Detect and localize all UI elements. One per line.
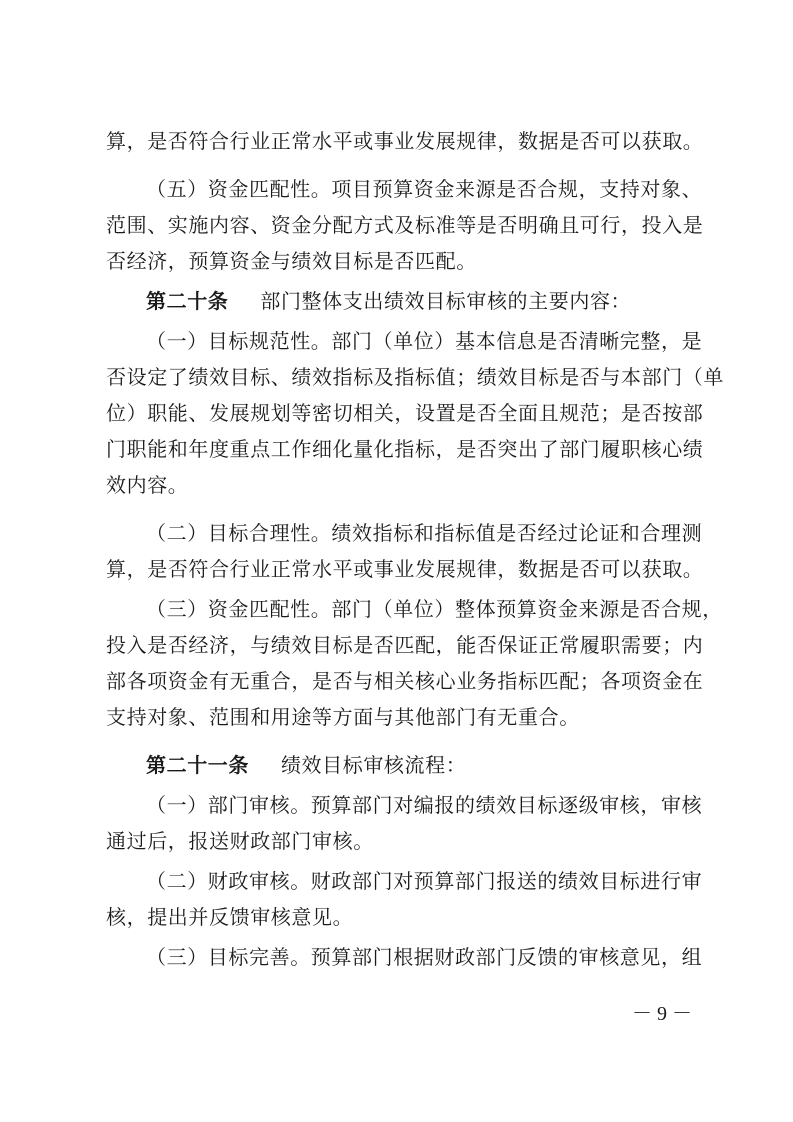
paragraph-line: 支持对象、范围和用途等方面与其他部门有无重合。 (106, 705, 580, 729)
paragraph-line: 范围、实施内容、资金分配方式及标准等是否明确且可行，投入是 (106, 213, 704, 237)
paragraph-line: 投入是否经济，与绩效目标是否匹配，能否保证正常履职需要；内 (106, 633, 704, 657)
article-21 (146, 750, 466, 780)
paragraph-line: 通过后，报送财政部门审核。 (106, 829, 374, 853)
paragraph-line: 算，是否符合行业正常水平或事业发展规律，数据是否可以获取。 (106, 129, 704, 153)
paragraph-line: （一）部门审核。预算部门对编报的绩效目标逐级审核，审核 (146, 793, 703, 817)
page-number: － 9 － (632, 1003, 692, 1025)
article-21-heading: 第二十一条 (146, 753, 249, 777)
article-20-heading: 第二十条 (146, 289, 229, 313)
paragraph-line: 算，是否符合行业正常水平或事业发展规律，数据是否可以获取。 (106, 557, 704, 581)
article-20 (146, 286, 631, 316)
paragraph-line: 门职能和年度重点工作细化量化指标，是否突出了部门履职核心绩 (106, 437, 704, 461)
paragraph-line: （二）目标合理性。绩效指标和指标值是否经过论证和合理测 (146, 521, 703, 545)
article-20-text: 部门整体支出绩效目标审核的主要内容： (260, 289, 632, 313)
paragraph-line: 位）职能、发展规划等密切相关，设置是否全面且规范；是否按部 (106, 401, 704, 425)
paragraph-line: 核，提出并反馈审核意见。 (106, 905, 354, 929)
paragraph-line: 否经济，预算资金与绩效目标是否匹配。 (106, 249, 477, 273)
article-21-text: 绩效目标审核流程： (280, 753, 467, 777)
paragraph-line: 效内容。 (106, 473, 189, 497)
paragraph-line: （一）目标规范性。部门（单位）基本信息是否清晰完整，是 (146, 329, 703, 353)
paragraph-line: （五）资金匹配性。项目预算资金来源是否合规，支持对象、 (146, 177, 703, 201)
paragraph-line: 部各项资金有无重合，是否与相关核心业务指标匹配；各项资金在 (106, 669, 704, 693)
paragraph-line: （三）资金匹配性。部门（单位）整体预算资金来源是否合规， (146, 597, 723, 621)
paragraph-line: （三）目标完善。预算部门根据财政部门反馈的审核意见，组 (146, 945, 703, 969)
paragraph-line: （二）财政审核。财政部门对预算部门报送的绩效目标进行审 (146, 869, 703, 893)
paragraph-line: 否设定了绩效目标、绩效指标及指标值；绩效目标是否与本部门（单 (106, 365, 724, 389)
